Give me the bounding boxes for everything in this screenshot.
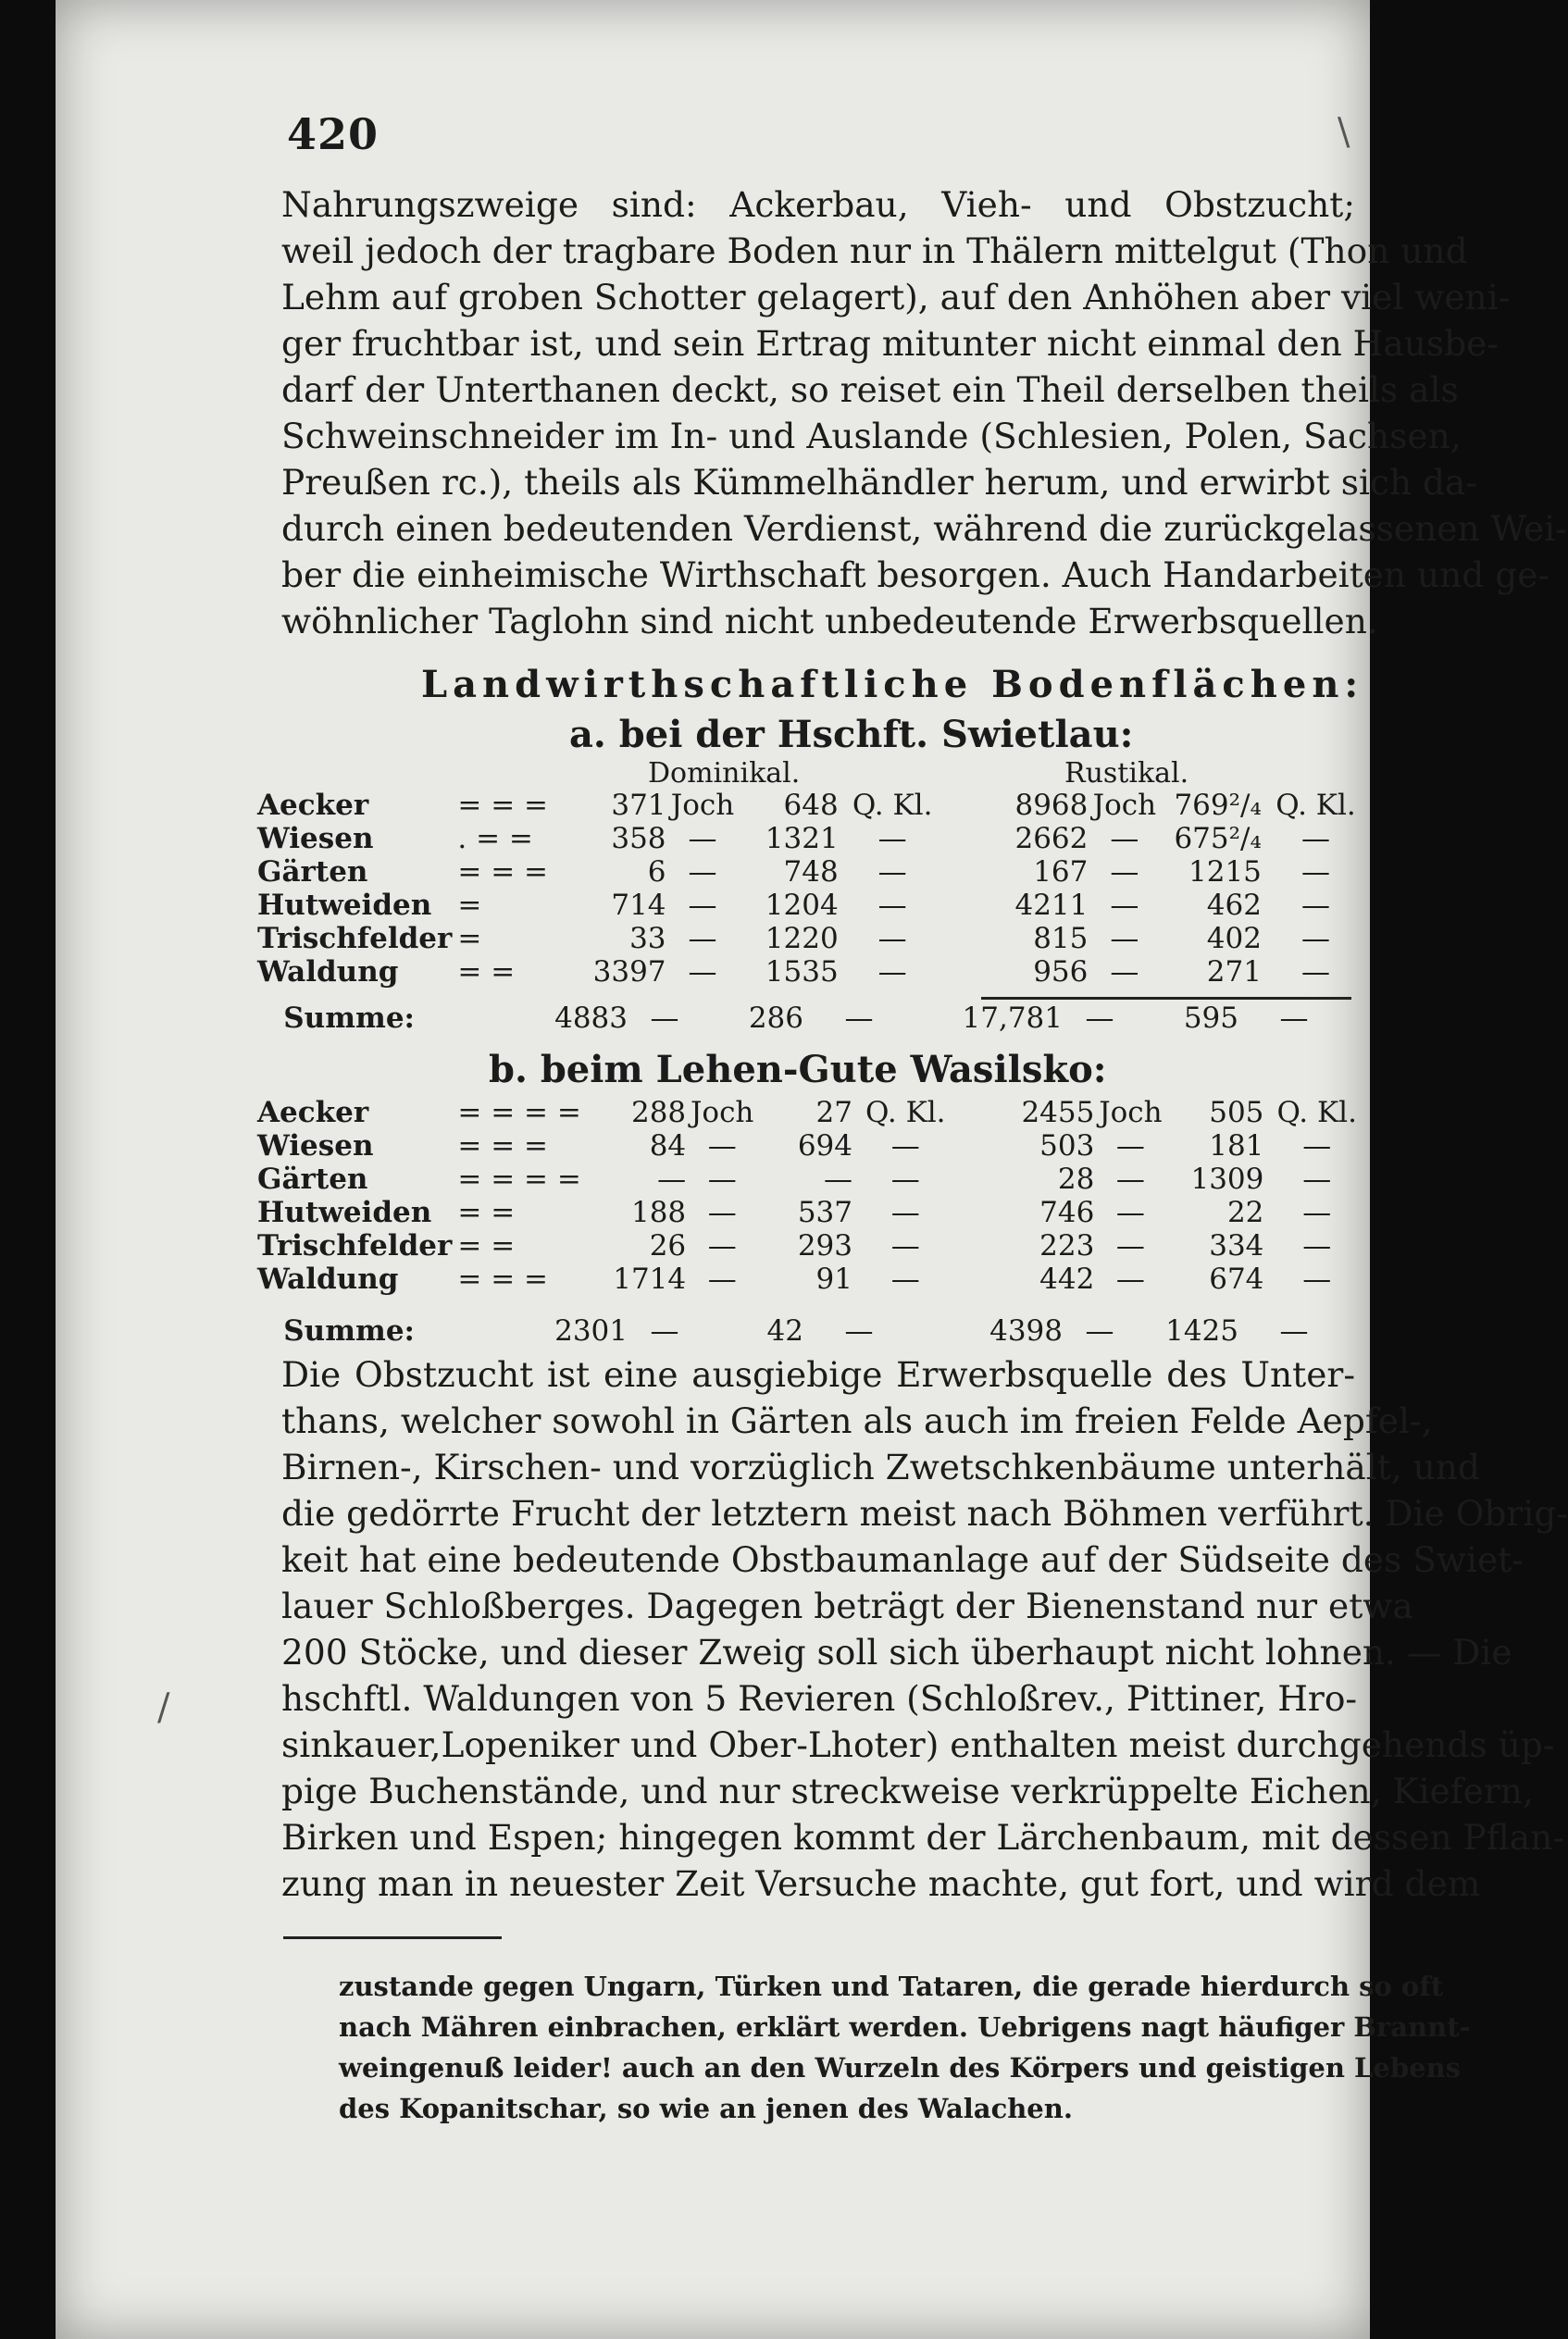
cell-d2: 286 <box>748 1002 803 1035</box>
cell-u4: — <box>1302 1229 1332 1263</box>
cell-d1: 2301 <box>554 1314 628 1348</box>
paragraph1-line: ber die einheimische Wirthschaft besorgen. Auch Handarbeiten und ge- <box>281 554 1550 595</box>
cell-label: Trischfelder <box>257 1229 453 1263</box>
cell-u3: — <box>1110 922 1139 955</box>
cell-u2: — <box>890 1263 920 1296</box>
cell-label: Summe: <box>283 1314 415 1348</box>
cell-u2: — <box>877 822 907 855</box>
table-section-a-sum <box>257 1002 1350 1035</box>
cell-r1: 746 <box>1039 1196 1095 1229</box>
col-rustikal: Rustikal. <box>1064 757 1189 790</box>
paragraph1-line: Nahrungszweige sind: Ackerbau, Vieh- und Obstzucht; <box>281 184 1355 225</box>
cell-u4: Q. Kl. <box>1276 789 1356 822</box>
table-row <box>257 889 1370 922</box>
cell-d1: 288 <box>630 1096 687 1129</box>
cell-r2: 675²/₄ <box>1174 822 1262 855</box>
cell-u4: — <box>1302 1263 1332 1296</box>
table-row <box>257 789 1370 822</box>
cell-u4: Q. Kl. <box>1276 1096 1357 1129</box>
paragraph1-line: darf der Unterthanen deckt, so reiset ein Theil derselben theils als <box>281 369 1459 410</box>
cell-r2: 1309 <box>1190 1163 1264 1196</box>
paragraph2-line: keit hat eine bedeutende Obstbaumanlage auf der Südseite des Swiet- <box>281 1539 1524 1580</box>
paragraph1-line: Preußen rc.), theils als Kümmelhändler herum, und erwirbt sich da- <box>281 462 1478 503</box>
cell-u3: — <box>1115 1163 1145 1196</box>
footnote <box>339 1966 1471 2129</box>
section-b-title: b. beim Lehen-Gute Wasilsko: <box>489 1048 1107 1091</box>
cell-dots: = = = = <box>457 1163 581 1196</box>
cell-u2: — <box>890 1129 920 1163</box>
cell-d1: 358 <box>611 822 666 855</box>
cell-dots: = = = = <box>457 1096 581 1129</box>
cell-d1: 26 <box>649 1229 687 1263</box>
cell-d1: 3397 <box>592 955 666 989</box>
cell-label: Aecker <box>257 1096 369 1129</box>
table-row <box>257 855 1370 889</box>
paragraph-orchards-forests <box>281 1351 1568 1907</box>
cell-u4: — <box>1300 922 1330 955</box>
cell-u1: Joch <box>670 789 735 822</box>
cell-u2: — <box>844 1314 874 1348</box>
cell-d2: 1321 <box>765 822 839 855</box>
cell-d2: 537 <box>797 1196 852 1229</box>
cell-u2: — <box>890 1163 920 1196</box>
footnote-line: weingenuß leider! auch an den Wurzeln des Körpers und geistigen Lebens <box>339 2052 1462 2084</box>
footnote-line: nach Mähren einbrachen, erklärt werden. Uebrigens nagt häufiger Brannt- <box>339 2011 1471 2043</box>
cell-u4: — <box>1302 1129 1332 1163</box>
cell-u4: — <box>1279 1314 1309 1348</box>
cell-r1: 2662 <box>1014 822 1089 855</box>
cell-u2: — <box>890 1196 920 1229</box>
cell-r1: 2455 <box>1021 1096 1095 1129</box>
paragraph2-line: 200 Stöcke, und dieser Zweig soll sich überhaupt nicht lohnen. — Die <box>281 1632 1512 1673</box>
cell-u4: — <box>1279 1002 1309 1035</box>
cell-r1: 223 <box>1039 1229 1095 1263</box>
cell-r1: 956 <box>1033 955 1089 989</box>
paragraph2-line: sinkauer,Lopeniker und Ober-Lhoter) enthalten meist durchgehends üp- <box>281 1724 1555 1765</box>
cell-d1: 84 <box>649 1129 687 1163</box>
paragraph-livelihood <box>281 181 1567 644</box>
section-a-title: a. bei der Hschft. Swietlau: <box>569 713 1134 756</box>
cell-u2: — <box>877 922 907 955</box>
cell-d1: 371 <box>611 789 666 822</box>
cell-u4: — <box>1300 889 1330 922</box>
paragraph2-line: die gedörrte Frucht der letztern meist nach Böhmen verführt. Die Obrig- <box>281 1493 1568 1534</box>
cell-u2: Q. Kl. <box>865 1096 946 1129</box>
cell-dots: = = <box>457 955 516 989</box>
table-row <box>257 922 1370 955</box>
cell-d1: 4883 <box>554 1002 628 1035</box>
cell-u2: Q. Kl. <box>852 789 933 822</box>
paragraph1-line: ger fruchtbar ist, und sein Ertrag mitunter nicht einmal den Hausbe- <box>281 323 1499 364</box>
cell-u2: — <box>890 1229 920 1263</box>
cell-dots: = = <box>457 1196 516 1229</box>
cell-u3: — <box>1110 822 1139 855</box>
cell-dots: = <box>457 889 482 922</box>
cell-u1: — <box>688 955 717 989</box>
cell-u3: Joch <box>1092 789 1157 822</box>
cell-u3: — <box>1110 855 1139 889</box>
cell-u3: — <box>1115 1229 1145 1263</box>
cell-u3: — <box>1115 1263 1145 1296</box>
paragraph2-line: pige Buchenstände, und nur streckweise verkrüppelte Eichen, Kiefern, <box>281 1771 1534 1811</box>
cell-u1: — <box>707 1263 737 1296</box>
table-section-b-sum <box>257 1314 1350 1348</box>
cell-u3: — <box>1085 1002 1114 1035</box>
cell-u1: — <box>707 1229 737 1263</box>
cell-r2: 674 <box>1209 1263 1264 1296</box>
cell-r1: 8968 <box>1014 789 1089 822</box>
margin-mark: \ <box>1338 111 1350 154</box>
paragraph2-line: Birken und Espen; hingegen kommt der Lärchenbaum, mit dessen Pflan- <box>281 1817 1564 1858</box>
cell-u4: — <box>1302 1196 1332 1229</box>
cell-dots: = <box>457 922 482 955</box>
cell-r2: 334 <box>1209 1229 1264 1263</box>
cell-u1: — <box>707 1163 737 1196</box>
cell-r1: 17,781 <box>962 1002 1063 1035</box>
cell-u2: — <box>877 889 907 922</box>
cell-u1: — <box>688 922 717 955</box>
section-heading: Landwirthschaftliche Bodenflächen: <box>421 663 1364 706</box>
cell-u3: — <box>1085 1314 1114 1348</box>
cell-u4: — <box>1300 822 1330 855</box>
cell-dots: . = = <box>457 822 533 855</box>
cell-label: Hutweiden <box>257 889 432 922</box>
cell-u1: — <box>650 1002 679 1035</box>
cell-u3: — <box>1110 889 1139 922</box>
col-dominikal: Dominikal. <box>648 757 801 790</box>
cell-d1: 6 <box>647 855 666 889</box>
cell-u1: — <box>650 1314 679 1348</box>
cell-r2: 505 <box>1209 1096 1264 1129</box>
cell-d2: 748 <box>783 855 839 889</box>
cell-r2: 181 <box>1209 1129 1264 1163</box>
cell-u4: — <box>1300 955 1330 989</box>
cell-r2: 769²/₄ <box>1174 789 1262 822</box>
cell-r1: 28 <box>1057 1163 1095 1196</box>
table-row <box>257 1129 1370 1163</box>
cell-d1: 33 <box>629 922 666 955</box>
book-page <box>56 0 1568 2339</box>
cell-r2: 22 <box>1226 1196 1264 1229</box>
cell-d2: 694 <box>797 1129 852 1163</box>
cell-label: Waldung <box>257 955 399 989</box>
cell-label: Waldung <box>257 1263 399 1296</box>
cell-r1: 4211 <box>1014 889 1089 922</box>
paragraph2-line: Die Obstzucht ist eine ausgiebige Erwerbsquelle des Unter- <box>281 1354 1355 1395</box>
cell-label: Wiesen <box>257 1129 374 1163</box>
sum-row <box>257 1314 1350 1348</box>
cell-d2: 1220 <box>765 922 839 955</box>
paragraph2-line: Birnen-, Kirschen- und vorzüglich Zwetschkenbäume unterhält, und <box>281 1447 1480 1487</box>
cell-label: Gärten <box>257 1163 368 1196</box>
cell-r2: 402 <box>1206 922 1262 955</box>
sum-rule <box>981 997 1351 1000</box>
paragraph1-line: weil jedoch der tragbare Boden nur in Thälern mittelgut (Thon und <box>281 230 1468 271</box>
table-row <box>257 1163 1370 1196</box>
cell-u2: — <box>877 855 907 889</box>
footnote-line: des Kopanitschar, so wie an jenen des Walachen. <box>339 2093 1073 2124</box>
cell-r2: 1215 <box>1188 855 1262 889</box>
paragraph1-line: durch einen bedeutenden Verdienst, während die zurückgelassenen Wei- <box>281 508 1567 549</box>
cell-r1: 503 <box>1039 1129 1095 1163</box>
table-row <box>257 955 1370 989</box>
cell-r1: 815 <box>1033 922 1089 955</box>
paragraph2-line: zung man in neuester Zeit Versuche machte, gut fort, und wird dem <box>281 1863 1481 1904</box>
cell-d1: 188 <box>630 1196 687 1229</box>
cell-u1: — <box>707 1196 737 1229</box>
cell-u3: — <box>1115 1196 1145 1229</box>
cell-d2: 27 <box>815 1096 852 1129</box>
cell-label: Hutweiden <box>257 1196 432 1229</box>
table-row <box>257 1229 1370 1263</box>
table-row <box>257 1196 1370 1229</box>
page-number: 420 <box>287 109 380 159</box>
table-row <box>257 1263 1370 1296</box>
paragraph2-line: lauer Schloßberges. Dagegen beträgt der Bienenstand nur etwa <box>281 1586 1413 1626</box>
cell-d2: 1535 <box>765 955 839 989</box>
cell-r2: 271 <box>1206 955 1262 989</box>
table-section-a <box>257 789 1370 989</box>
cell-r1: 167 <box>1033 855 1089 889</box>
sum-row <box>257 1002 1350 1035</box>
cell-u3: — <box>1115 1129 1145 1163</box>
cell-r1: 4398 <box>989 1314 1063 1348</box>
cell-u3: Joch <box>1099 1096 1163 1129</box>
cell-label: Gärten <box>257 855 368 889</box>
cell-label: Wiesen <box>257 822 374 855</box>
cell-u1: — <box>688 855 717 889</box>
cell-dots: = = <box>457 1229 516 1263</box>
cell-r2: 462 <box>1206 889 1262 922</box>
margin-mark: / <box>157 1686 170 1729</box>
cell-d1: 714 <box>611 889 666 922</box>
cell-u2: — <box>877 955 907 989</box>
cell-d2: 293 <box>797 1229 852 1263</box>
cell-u4: — <box>1300 855 1330 889</box>
cell-label: Aecker <box>257 789 369 822</box>
cell-u1: — <box>707 1129 737 1163</box>
cell-d2: 648 <box>783 789 839 822</box>
cell-r1: 442 <box>1039 1263 1095 1296</box>
paragraph2-line: hschftl. Waldungen von 5 Revieren (Schloßrev., Pittiner, Hro- <box>281 1678 1358 1719</box>
footnote-line: zustande gegen Ungarn, Türken und Tataren, die gerade hierdurch so oft <box>339 1971 1444 2002</box>
cell-label: Trischfelder <box>257 922 453 955</box>
cell-dots: = = = <box>457 1263 548 1296</box>
cell-d2: 1204 <box>765 889 839 922</box>
footnote-rule <box>283 1936 502 1939</box>
paragraph2-line: thans, welcher sowohl in Gärten als auch im freien Felde Aepfel-, <box>281 1400 1433 1441</box>
cell-r2: 595 <box>1183 1002 1238 1035</box>
paragraph1-line: Lehm auf groben Schotter gelagert), auf den Anhöhen aber viel weni- <box>281 277 1511 317</box>
cell-label: Summe: <box>283 1002 415 1035</box>
cell-u1: — <box>688 822 717 855</box>
paragraph1-line: Schweinschneider im In- und Auslande (Schlesien, Polen, Sachsen, <box>281 416 1462 456</box>
table-row <box>257 822 1370 855</box>
cell-d1: 1714 <box>613 1263 687 1296</box>
cell-u1: — <box>688 889 717 922</box>
cell-dots: = = = <box>457 855 548 889</box>
cell-u1: Joch <box>690 1096 754 1129</box>
table-section-b <box>257 1096 1370 1296</box>
cell-u2: — <box>844 1002 874 1035</box>
cell-r2: 1425 <box>1165 1314 1238 1348</box>
table-row <box>257 1096 1370 1129</box>
cell-dots: = = = <box>457 789 548 822</box>
cell-dots: = = = <box>457 1129 548 1163</box>
paragraph1-line: wöhnlicher Taglohn sind nicht unbedeutende Erwerbsquellen. <box>281 601 1378 641</box>
cell-d1: — <box>657 1163 687 1196</box>
cell-d2: 42 <box>766 1314 803 1348</box>
cell-u4: — <box>1302 1163 1332 1196</box>
cell-u3: — <box>1110 955 1139 989</box>
cell-d2: 91 <box>815 1263 852 1296</box>
cell-d2: — <box>823 1163 852 1196</box>
